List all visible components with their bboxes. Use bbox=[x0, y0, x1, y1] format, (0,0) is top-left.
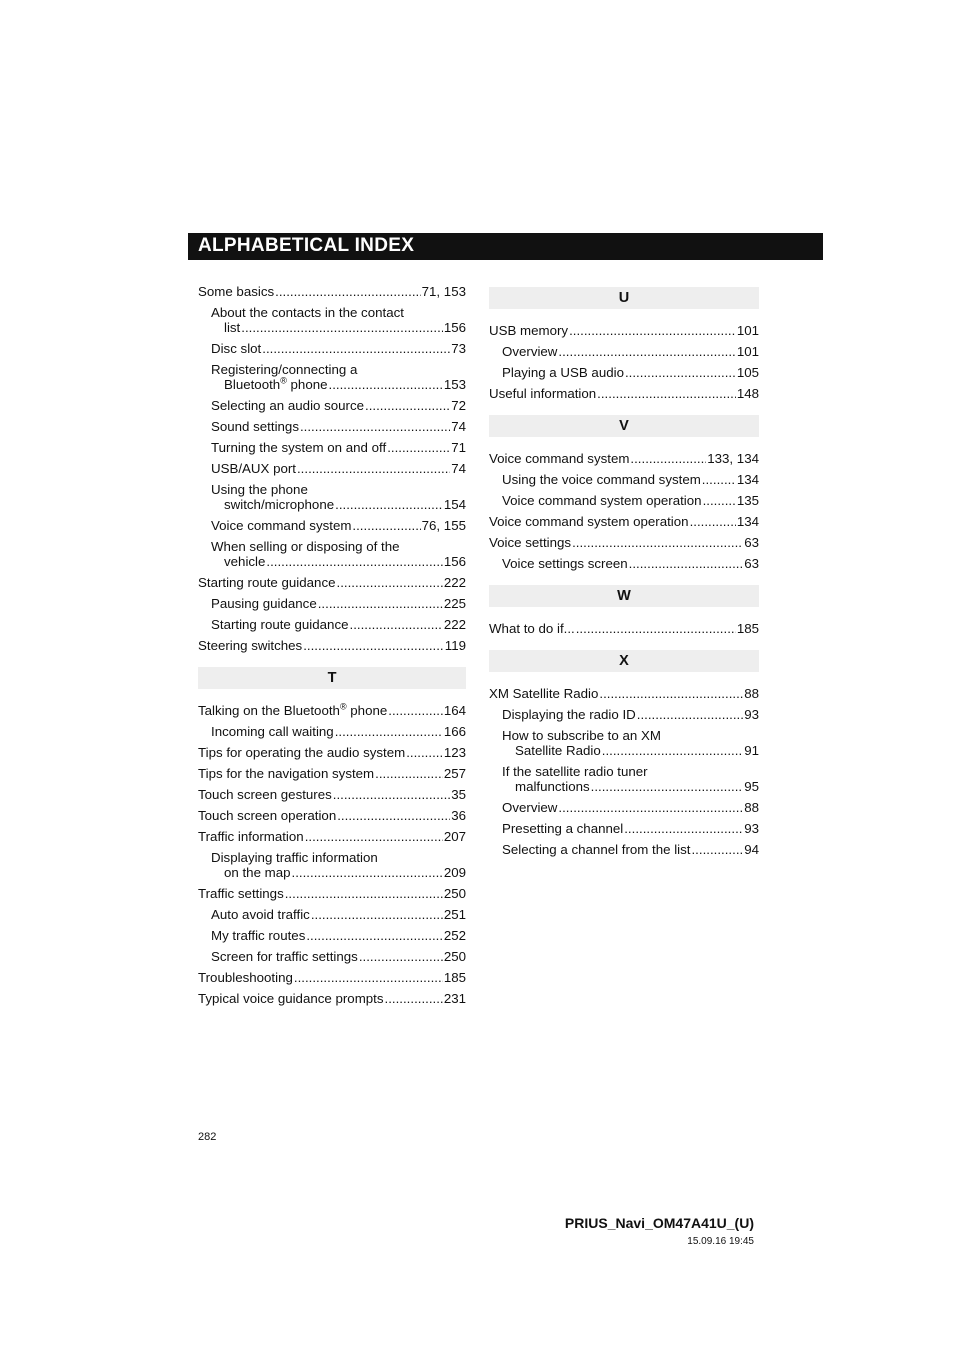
index-entry bbox=[489, 535, 759, 550]
entry-text: What to do if... bbox=[489, 621, 575, 636]
page-ref: 222 bbox=[443, 575, 466, 590]
entry-text bbox=[198, 703, 387, 718]
entry-text-line1: If the satellite radio tuner bbox=[502, 764, 648, 779]
dot-leader bbox=[294, 970, 443, 985]
dot-leader bbox=[572, 535, 743, 550]
page-ref: 71 bbox=[451, 440, 466, 455]
dot-leader bbox=[335, 724, 443, 739]
index-subentry bbox=[198, 949, 466, 964]
index-subentry bbox=[198, 482, 466, 512]
document-code: PRIUS_Navi_OM47A41U_(U) bbox=[564, 1215, 754, 1231]
page-ref: 76, 155 bbox=[421, 518, 466, 533]
entry-text: Auto avoid traffic bbox=[211, 907, 310, 922]
index-subentry bbox=[489, 493, 759, 508]
entry-text: Voice command system operation bbox=[502, 493, 702, 508]
dot-leader bbox=[311, 907, 443, 922]
entry-text: Selecting a channel from the list bbox=[502, 842, 691, 857]
page-ref: 63 bbox=[744, 535, 759, 550]
dot-leader bbox=[359, 949, 443, 964]
page-ref: 135 bbox=[736, 493, 759, 508]
index-subentry bbox=[198, 850, 466, 880]
entry-text-pre: Talking on the Bluetooth bbox=[198, 703, 340, 718]
index-subentry bbox=[489, 764, 759, 794]
page-ref: 94 bbox=[744, 842, 759, 857]
dot-leader bbox=[241, 320, 443, 335]
entry-continuation bbox=[211, 320, 466, 335]
page-number: 282 bbox=[198, 1131, 217, 1143]
dot-leader bbox=[387, 440, 450, 455]
index-entry bbox=[489, 621, 759, 636]
entry-text: Selecting an audio source bbox=[211, 398, 365, 413]
dot-leader bbox=[624, 821, 743, 836]
page-ref: 88 bbox=[744, 686, 759, 701]
index-subentry bbox=[198, 518, 466, 533]
entry-text: Using the voice command system bbox=[502, 472, 701, 487]
entry-text: Traffic settings bbox=[198, 886, 284, 901]
page-ref: 63 bbox=[744, 556, 759, 571]
index-entry bbox=[489, 386, 759, 401]
index-entry bbox=[198, 284, 466, 299]
dot-leader bbox=[703, 493, 736, 508]
page-ref: 148 bbox=[736, 386, 759, 401]
index-subentry bbox=[489, 365, 759, 380]
index-subentry bbox=[489, 821, 759, 836]
page-ref: 156 bbox=[443, 554, 466, 569]
page-ref: 101 bbox=[736, 344, 759, 359]
entry-text: Voice command system operation bbox=[489, 514, 689, 529]
page-ref: 93 bbox=[744, 821, 759, 836]
dot-leader bbox=[318, 596, 443, 611]
entry-text: Overview bbox=[502, 344, 558, 359]
page-ref: 95 bbox=[744, 779, 759, 794]
index-entry bbox=[198, 575, 466, 590]
index-entry bbox=[198, 829, 466, 844]
entry-text: Typical voice guidance prompts bbox=[198, 991, 384, 1006]
dot-leader bbox=[266, 554, 442, 569]
entry-text: Steering switches bbox=[198, 638, 303, 653]
page-ref: 209 bbox=[443, 865, 466, 880]
entry-text-line1: How to subscribe to an XM bbox=[502, 728, 661, 743]
entry-text: Pausing guidance bbox=[211, 596, 317, 611]
entry-text: Tips for operating the audio system bbox=[198, 745, 406, 760]
entry-text-post: phone bbox=[286, 377, 328, 392]
page-ref: 71, 153 bbox=[421, 284, 466, 299]
dot-leader bbox=[625, 365, 736, 380]
page-ref: 164 bbox=[443, 703, 466, 718]
dot-leader bbox=[303, 638, 444, 653]
index-subentry bbox=[489, 556, 759, 571]
dot-leader bbox=[365, 398, 450, 413]
page-ref: 153 bbox=[443, 377, 466, 392]
page-ref: 207 bbox=[443, 829, 466, 844]
dot-leader bbox=[352, 518, 420, 533]
entry-text-line2: on the map bbox=[224, 865, 291, 880]
entry-text: Starting route guidance bbox=[211, 617, 349, 632]
dot-leader bbox=[637, 707, 743, 722]
entry-continuation bbox=[502, 779, 759, 794]
page-ref: 225 bbox=[443, 596, 466, 611]
registered-mark: ® bbox=[280, 375, 287, 386]
dot-leader bbox=[576, 621, 736, 636]
entry-continuation bbox=[211, 497, 466, 512]
index-subentry bbox=[198, 596, 466, 611]
page-ref: 74 bbox=[451, 419, 466, 434]
dot-leader bbox=[591, 779, 744, 794]
entry-text: Voice command system bbox=[211, 518, 352, 533]
dot-leader bbox=[691, 842, 743, 857]
dot-leader bbox=[297, 461, 450, 476]
index-subentry bbox=[489, 344, 759, 359]
index-subentry bbox=[198, 461, 466, 476]
page-ref: 35 bbox=[451, 787, 466, 802]
page-ref: 134 bbox=[736, 472, 759, 487]
dot-leader bbox=[702, 472, 736, 487]
index-entry bbox=[489, 451, 759, 466]
entry-text-line2: vehicle bbox=[224, 554, 266, 569]
entry-text-line2 bbox=[224, 377, 328, 392]
index-subentry bbox=[489, 800, 759, 815]
index-subentry bbox=[198, 362, 466, 392]
dot-leader bbox=[558, 800, 743, 815]
dot-leader bbox=[406, 745, 443, 760]
page-ref: 257 bbox=[443, 766, 466, 781]
entry-text: Troubleshooting bbox=[198, 970, 293, 985]
index-subentry bbox=[198, 440, 466, 455]
page-ref: 166 bbox=[443, 724, 466, 739]
entry-text-line2: list bbox=[224, 320, 241, 335]
dot-leader bbox=[337, 808, 450, 823]
entry-text-line1: Using the phone bbox=[211, 482, 308, 497]
page-ref: 74 bbox=[451, 461, 466, 476]
index-entry bbox=[198, 766, 466, 781]
entry-text: Presetting a channel bbox=[502, 821, 624, 836]
dot-leader bbox=[599, 686, 743, 701]
entry-text: Playing a USB audio bbox=[502, 365, 624, 380]
page-ref: 185 bbox=[736, 621, 759, 636]
index-letter-heading: W bbox=[489, 585, 759, 607]
dot-leader bbox=[275, 284, 421, 299]
entry-text: Displaying the radio ID bbox=[502, 707, 636, 722]
dot-leader bbox=[558, 344, 735, 359]
entry-text-post: phone bbox=[346, 703, 388, 718]
index-subentry bbox=[198, 724, 466, 739]
index-entry bbox=[198, 703, 466, 718]
page-ref: 88 bbox=[744, 800, 759, 815]
entry-text-line2: Satellite Radio bbox=[515, 743, 601, 758]
index-entry bbox=[198, 787, 466, 802]
index-entry bbox=[198, 638, 466, 653]
page-ref: 91 bbox=[744, 743, 759, 758]
entry-text-line2: switch/microphone bbox=[224, 497, 335, 512]
entry-text: Voice settings screen bbox=[502, 556, 628, 571]
page-ref: 185 bbox=[443, 970, 466, 985]
index-entry bbox=[198, 745, 466, 760]
index-column-right bbox=[489, 284, 759, 863]
index-letter-heading: X bbox=[489, 650, 759, 672]
entry-text: Voice settings bbox=[489, 535, 572, 550]
dot-leader bbox=[388, 703, 443, 718]
entry-text: Starting route guidance bbox=[198, 575, 336, 590]
entry-text: Sound settings bbox=[211, 419, 299, 434]
page-ref: 252 bbox=[443, 928, 466, 943]
page-ref: 250 bbox=[443, 949, 466, 964]
entry-text-pre: Bluetooth bbox=[224, 377, 281, 392]
entry-text: Touch screen gestures bbox=[198, 787, 332, 802]
entry-text: My traffic routes bbox=[211, 928, 306, 943]
entry-text: Disc slot bbox=[211, 341, 262, 356]
page-ref: 133, 134 bbox=[707, 451, 759, 466]
entry-text: Voice command system bbox=[489, 451, 630, 466]
index-subentry bbox=[489, 472, 759, 487]
page-ref: 251 bbox=[443, 907, 466, 922]
page-ref: 250 bbox=[443, 886, 466, 901]
entry-text: Overview bbox=[502, 800, 558, 815]
index-entry bbox=[489, 323, 759, 338]
index-entry bbox=[198, 808, 466, 823]
page-ref: 222 bbox=[443, 617, 466, 632]
page-ref: 73 bbox=[451, 341, 466, 356]
section-title: ALPHABETICAL INDEX bbox=[198, 235, 415, 256]
index-subentry bbox=[198, 341, 466, 356]
entry-text: Useful information bbox=[489, 386, 597, 401]
index-entry bbox=[489, 514, 759, 529]
entry-text: XM Satellite Radio bbox=[489, 686, 599, 701]
entry-text: Tips for the navigation system bbox=[198, 766, 375, 781]
page-ref: 101 bbox=[736, 323, 759, 338]
entry-text-line1: About the contacts in the contact bbox=[211, 305, 404, 320]
registered-mark: ® bbox=[339, 701, 347, 712]
index-subentry bbox=[198, 617, 466, 632]
entry-text: Turning the system on and off bbox=[211, 440, 387, 455]
index-subentry bbox=[198, 305, 466, 335]
index-subentry bbox=[198, 539, 466, 569]
dot-leader bbox=[337, 575, 443, 590]
page-ref: 123 bbox=[443, 745, 466, 760]
page-ref: 156 bbox=[443, 320, 466, 335]
entry-continuation bbox=[211, 554, 466, 569]
entry-text-line2: malfunctions bbox=[515, 779, 590, 794]
index-entry bbox=[198, 970, 466, 985]
index-subentry bbox=[198, 398, 466, 413]
index-entry bbox=[198, 991, 466, 1006]
entry-text-line1: When selling or disposing of the bbox=[211, 539, 400, 554]
entry-text: USB memory bbox=[489, 323, 569, 338]
page-ref: 154 bbox=[443, 497, 466, 512]
page-ref: 231 bbox=[443, 991, 466, 1006]
dot-leader bbox=[385, 991, 443, 1006]
dot-leader bbox=[300, 419, 450, 434]
section-header-bar bbox=[188, 233, 823, 260]
entry-text: USB/AUX port bbox=[211, 461, 296, 476]
dot-leader bbox=[329, 377, 443, 392]
entry-text: Traffic information bbox=[198, 829, 304, 844]
entry-text: Incoming call waiting bbox=[211, 724, 334, 739]
index-entry bbox=[489, 686, 759, 701]
dot-leader bbox=[335, 497, 443, 512]
index-subentry bbox=[489, 728, 759, 758]
page-ref: 93 bbox=[744, 707, 759, 722]
page-ref: 105 bbox=[736, 365, 759, 380]
dot-leader bbox=[629, 556, 744, 571]
dot-leader bbox=[333, 787, 450, 802]
entry-continuation bbox=[502, 743, 759, 758]
dot-leader bbox=[690, 514, 736, 529]
dot-leader bbox=[630, 451, 706, 466]
dot-leader bbox=[375, 766, 443, 781]
index-subentry bbox=[489, 707, 759, 722]
dot-leader bbox=[569, 323, 736, 338]
index-subentry bbox=[198, 928, 466, 943]
entry-text-line1: Registering/connecting a bbox=[211, 362, 358, 377]
dot-leader bbox=[285, 886, 443, 901]
entry-text: Screen for traffic settings bbox=[211, 949, 358, 964]
dot-leader bbox=[262, 341, 450, 356]
dot-leader bbox=[305, 829, 443, 844]
entry-continuation bbox=[211, 377, 466, 392]
entry-continuation bbox=[211, 865, 466, 880]
index-letter-heading: T bbox=[198, 667, 466, 689]
dot-leader bbox=[292, 865, 443, 880]
index-letter-heading: U bbox=[489, 287, 759, 309]
page-ref: 134 bbox=[736, 514, 759, 529]
dot-leader bbox=[306, 928, 442, 943]
entry-text-line1: Displaying traffic information bbox=[211, 850, 378, 865]
index-subentry bbox=[489, 842, 759, 857]
index-entry bbox=[198, 886, 466, 901]
page-ref: 36 bbox=[451, 808, 466, 823]
print-timestamp: 15.09.16 19:45 bbox=[687, 1236, 754, 1247]
index-subentry bbox=[198, 419, 466, 434]
index-letter-heading: V bbox=[489, 415, 759, 437]
index-subentry bbox=[198, 907, 466, 922]
page-ref: 119 bbox=[444, 638, 466, 653]
page-ref: 72 bbox=[451, 398, 466, 413]
dot-leader bbox=[350, 617, 443, 632]
entry-text: Touch screen operation bbox=[198, 808, 337, 823]
entry-text: Some basics bbox=[198, 284, 275, 299]
dot-leader bbox=[597, 386, 736, 401]
index-column-left bbox=[198, 284, 466, 1012]
dot-leader bbox=[602, 743, 743, 758]
